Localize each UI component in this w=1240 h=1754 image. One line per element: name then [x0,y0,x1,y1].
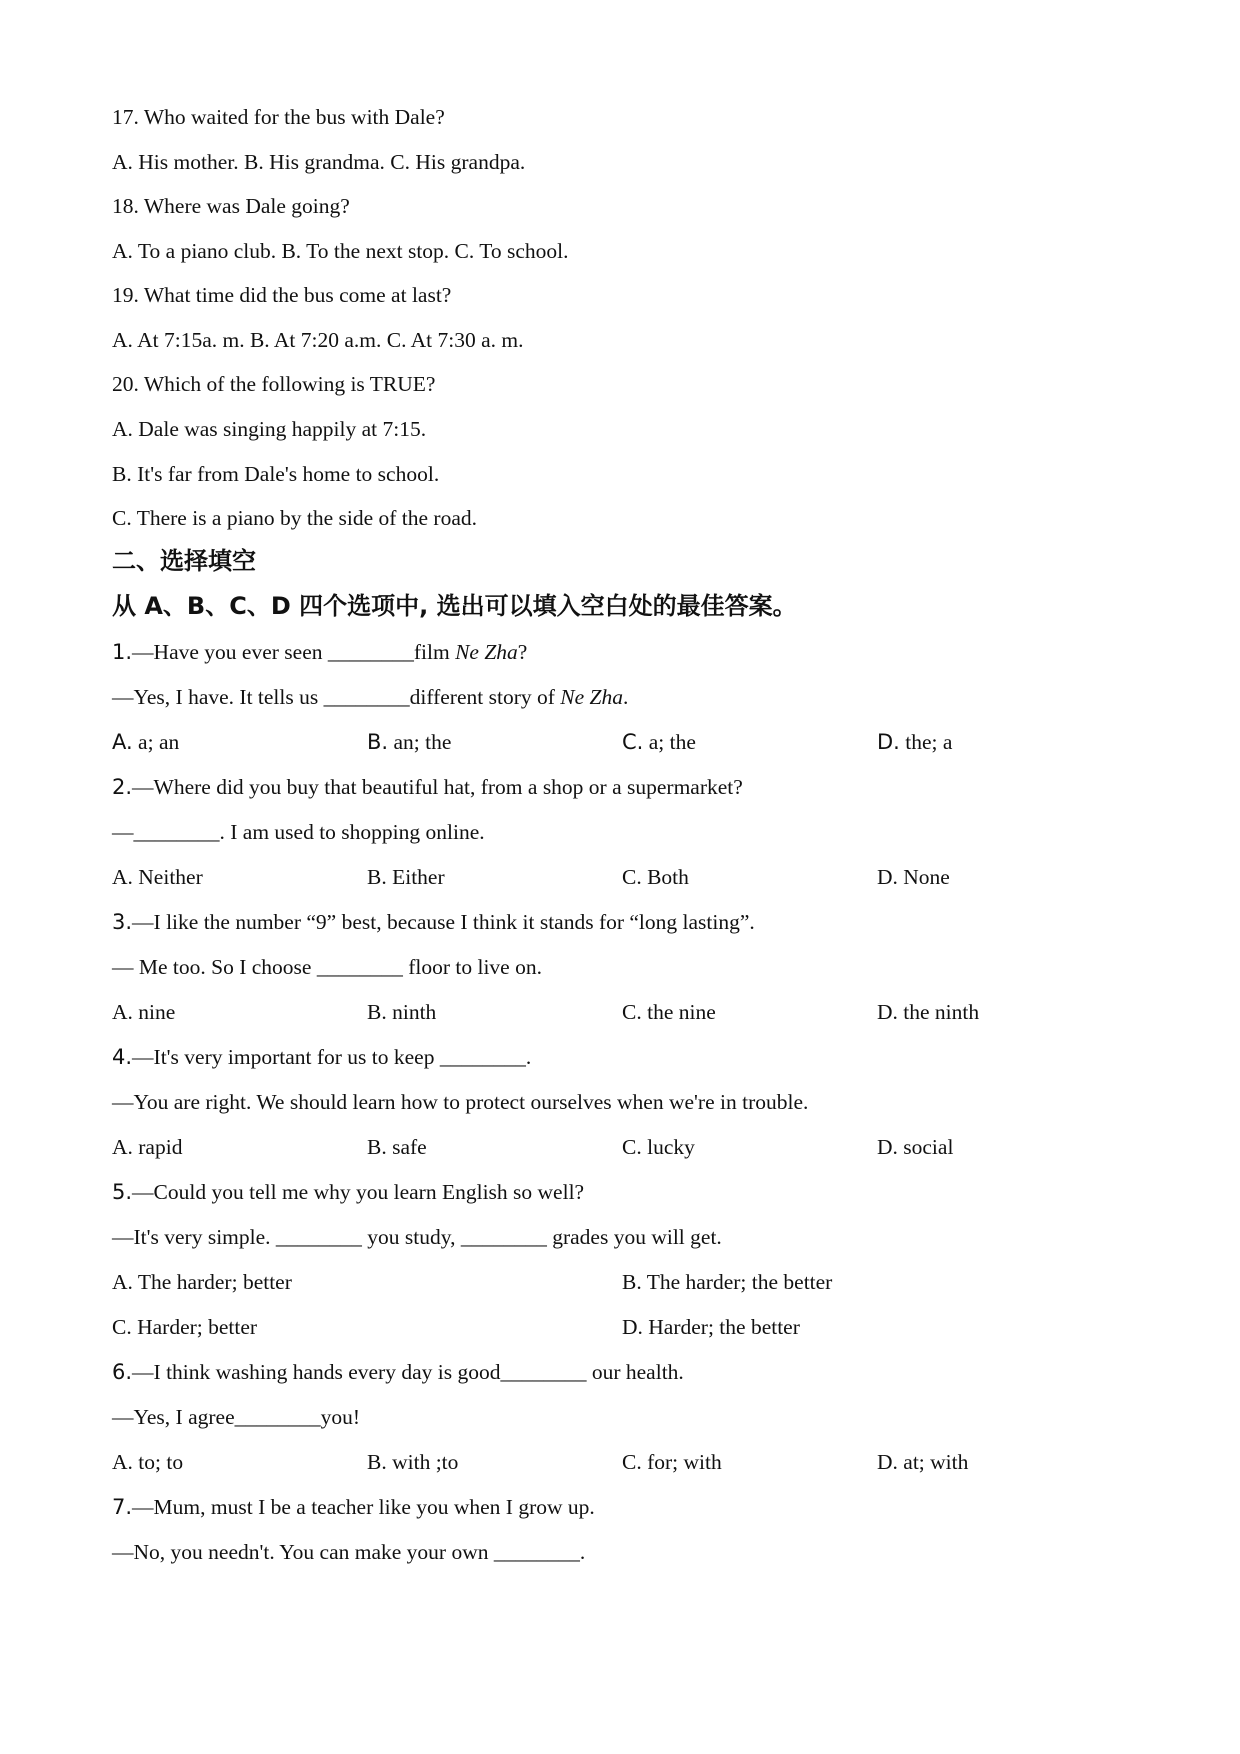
q4-option-d: D. social [877,1135,954,1159]
q1-option-a-text: a; an [132,730,180,754]
q1-option-b-letter: B. [367,730,389,754]
q4-option-b: B. safe [367,1135,427,1159]
question-19-options: A. At 7:15a. m. B. At 7:20 a.m. C. At 7:30 a. m. [112,328,524,352]
q1-option-c-letter: C. [622,730,644,754]
question-18-options: A. To a piano club. B. To the next stop. C. To school. [112,239,569,263]
q1-option-c [622,727,696,757]
q1-option-d-text: the; a [899,730,953,754]
q2-option-d: D. None [877,865,950,889]
q3-line1 [112,907,1160,937]
q6-line2: —Yes, I agree________you! [112,1405,361,1429]
q4-line1 [112,1042,1160,1072]
q4-number: 4. [112,1045,133,1069]
q7-line1-text: —Mum, must I be a teacher like you when I grow up. [132,1495,595,1519]
question-17-options: A. His mother. B. His grandma. C. His grandpa. [112,150,526,174]
q4-line1-text: —It's very important for us to keep ________. [132,1045,532,1069]
q6-option-d: D. at; with [877,1450,969,1474]
q1-option-a-letter: A. [112,730,133,754]
q1-line1 [112,637,1160,667]
q4-option-c: C. lucky [622,1135,695,1159]
question-20: 20. Which of the following is TRUE? [112,372,436,396]
q1-line2 [112,682,1160,712]
section-title: 二、选择填空 [112,547,256,575]
q1-option-a [112,727,179,757]
q2-line1-text: —Where did you buy that beautiful hat, from a shop or a supermarket? [132,775,743,799]
question-20-option-c: C. There is a piano by the side of the road. [112,506,478,530]
q6-line1-text: —I think washing hands every day is good________ our health. [132,1360,684,1384]
q5-option-d: D. Harder; the better [622,1315,800,1339]
q5-line1 [112,1177,1160,1207]
q1-option-c-text: a; the [643,730,696,754]
q1-line2-title: Ne Zha [560,685,623,709]
q4-line2: —You are right. We should learn how to protect ourselves when we're in trouble. [112,1090,809,1114]
section-instruction: 从 A、B、C、D 四个选项中, 选出可以填入空白处的最佳答案。 [112,592,797,620]
q1-option-b [367,727,451,757]
q6-option-b: B. with ;to [367,1450,459,1474]
q1-line2-end: . [623,685,629,709]
q3-option-a: A. nine [112,1000,176,1024]
q5-option-b: B. The harder; the better [622,1270,833,1294]
q6-option-a: A. to; to [112,1450,184,1474]
q1-line1-title: Ne Zha [455,640,518,664]
q4-option-a: A. rapid [112,1135,183,1159]
q7-line2: —No, you needn't. You can make your own ________. [112,1540,586,1564]
q7-number: 7. [112,1495,133,1519]
q5-line2: —It's very simple. ________ you study, ________ grades you will get. [112,1225,722,1249]
q1-line1-end: ? [517,640,528,664]
q5-number: 5. [112,1180,133,1204]
q5-line1-text: —Could you tell me why you learn English so well? [132,1180,585,1204]
q7-line1 [112,1492,1160,1522]
q1-option-d [877,727,952,757]
q1-line2-text: —Yes, I have. It tells us ________different story of [112,685,561,709]
q3-line2: — Me too. So I choose ________ floor to live on. [112,955,542,979]
q1-option-b-text: an; the [388,730,452,754]
q3-number: 3. [112,910,133,934]
q2-option-a: A. Neither [112,865,203,889]
q2-option-b: B. Either [367,865,445,889]
q3-line1-text: —I like the number “9” best, because I think it stands for “long lasting”. [132,910,755,934]
question-19: 19. What time did the bus come at last? [112,283,452,307]
question-17: 17. Who waited for the bus with Dale? [112,105,445,129]
question-20-option-b: B. It's far from Dale's home to school. [112,462,440,486]
q3-option-c: C. the nine [622,1000,716,1024]
q2-line2: —________. I am used to shopping online. [112,820,485,844]
q3-option-d: D. the ninth [877,1000,980,1024]
question-18: 18. Where was Dale going? [112,194,350,218]
q3-option-b: B. ninth [367,1000,437,1024]
q2-line1 [112,772,1160,802]
q1-option-d-letter: D. [877,730,900,754]
question-20-option-a: A. Dale was singing happily at 7:15. [112,417,427,441]
q1-number: 1. [112,640,133,664]
q6-line1 [112,1357,1160,1387]
q1-line1-text: —Have you ever seen ________film [132,640,456,664]
q2-option-c: C. Both [622,865,689,889]
q5-option-a: A. The harder; better [112,1270,292,1294]
q6-option-c: C. for; with [622,1450,722,1474]
q6-number: 6. [112,1360,133,1384]
q5-option-c: C. Harder; better [112,1315,258,1339]
q2-number: 2. [112,775,133,799]
